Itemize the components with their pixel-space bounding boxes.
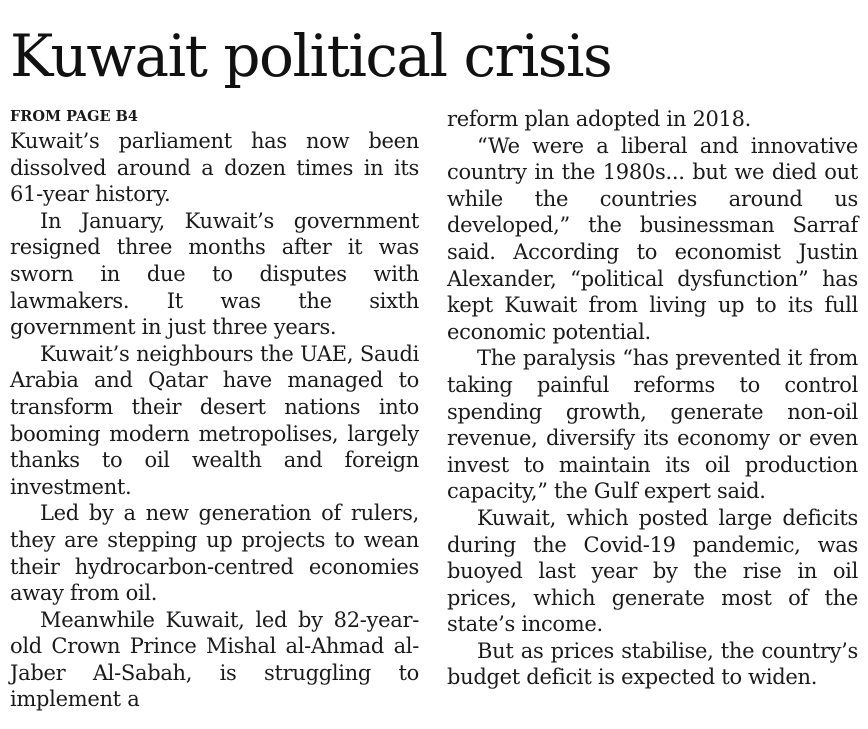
paragraph: In January, Kuwait’s government resigned three months after it was sworn in due to disputes with lawmakers. It was the sixth government in just three years.	[10, 208, 419, 340]
paragraph: “We were a liberal and innovative country in the 1980s... but we died out while the countries around us developed,” the businessman Sarraf said. According to economist Justin Alexander, “political dysfunction” has kept Kuwait from living up to its full economic potential.	[447, 133, 858, 344]
paragraph: But as prices stabilise, the country’s budget deficit is expected to widen.	[447, 638, 858, 690]
paragraph: Kuwait, which posted large deficits during the Covid-19 pandemic, was buoyed last year by the rise in oil prices, which generate most of the state’s income.	[447, 505, 858, 637]
headline: Kuwait political crisis	[10, 22, 612, 90]
article-column-left	[10, 106, 419, 713]
continuation-kicker: FROM PAGE B4	[10, 108, 139, 125]
paragraph: The paralysis “has prevented it from taking painful reforms to control spending growth, generate non-oil revenue, diversify its economy or even invest to maintain its oil production capacity,” the Gulf expert said.	[447, 346, 858, 504]
paragraph: Led by a new generation of rulers, they are stepping up projects to wean their hydrocarbon-centred economies away from oil.	[10, 501, 419, 606]
paragraph: reform plan adopted in 2018.	[447, 107, 752, 131]
article-column-right	[447, 106, 858, 691]
paragraph: Meanwhile Kuwait, led by 82-year-old Crown Prince Mishal al-Ahmad al-Jaber Al-Sabah, is struggling to implement a	[10, 607, 419, 712]
paragraph: Kuwait’s parliament has now been dissolved around a dozen times in its 61-year history.	[10, 129, 419, 207]
paragraph: Kuwait’s neighbours the UAE, Saudi Arabia and Qatar have managed to transform their desert nations into booming modern metropolises, largely thanks to oil wealth and foreign investment.	[10, 341, 419, 499]
